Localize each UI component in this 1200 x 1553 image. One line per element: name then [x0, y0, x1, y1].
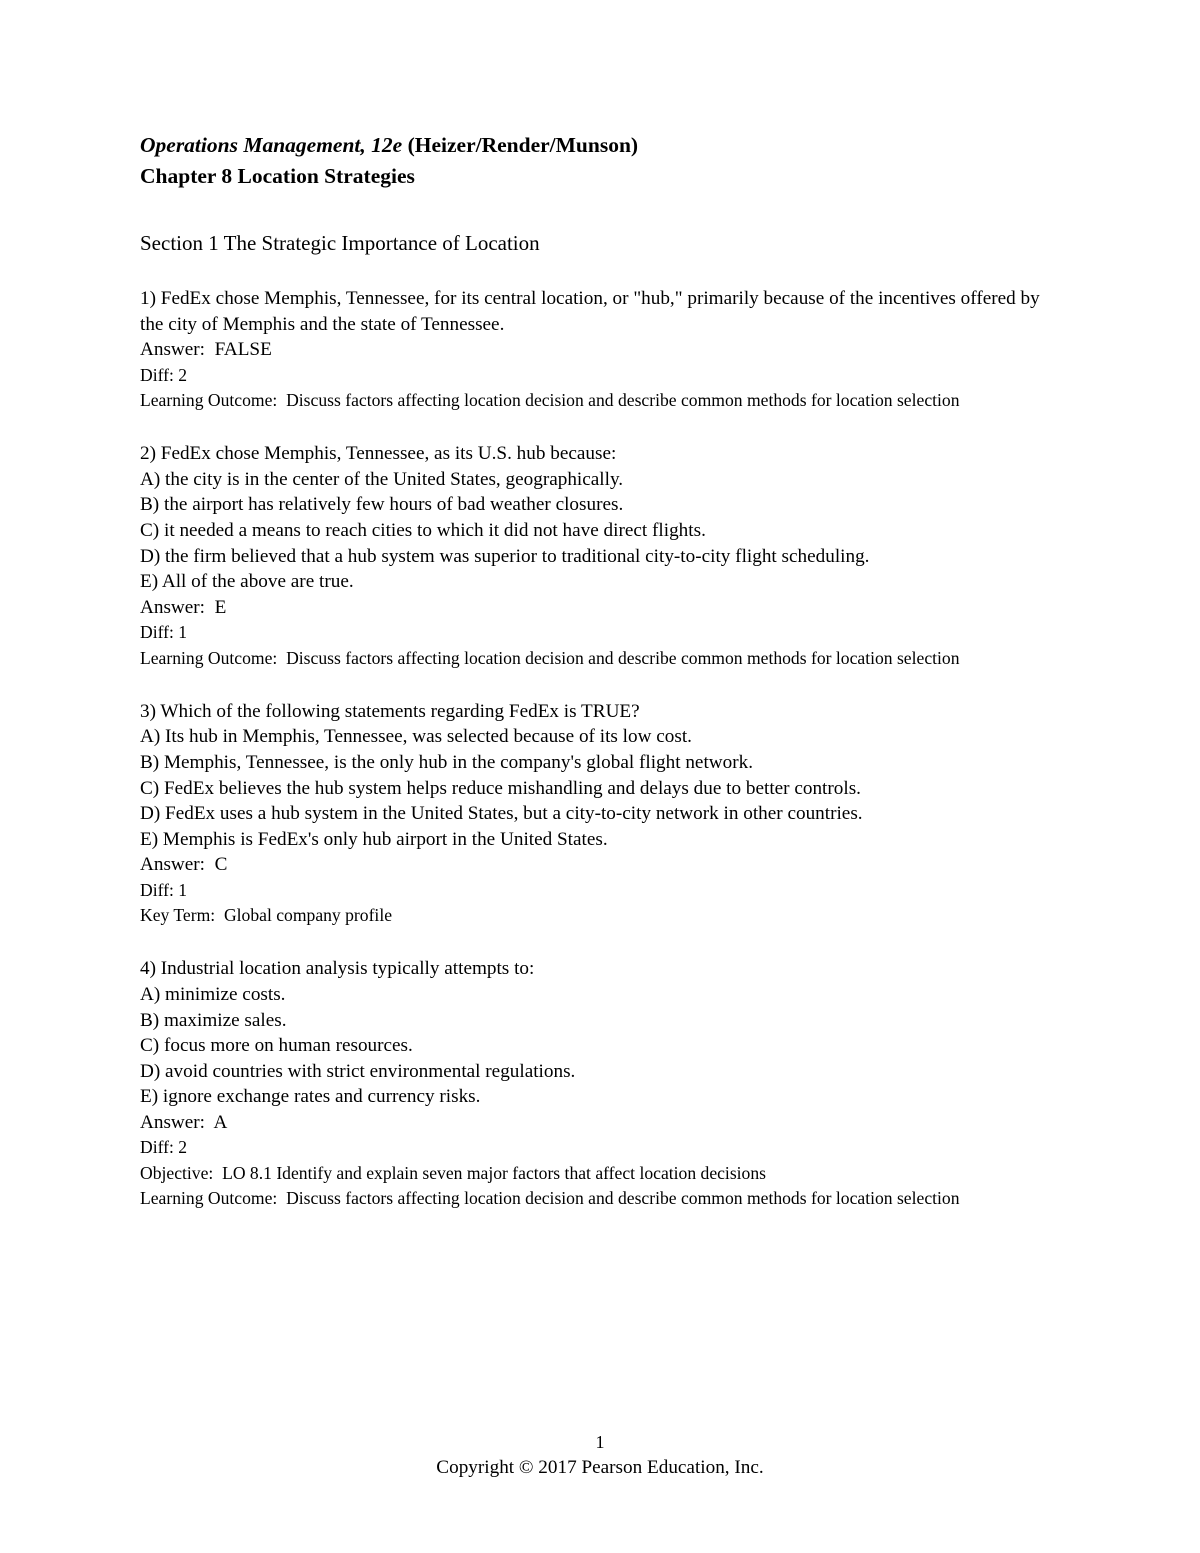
question-option: E) Memphis is FedEx's only hub airport in the United States.	[140, 828, 608, 850]
question-option: B) maximize sales.	[140, 1009, 287, 1031]
question-stem: 2) FedEx chose Memphis, Tennessee, as its U.S. hub because:	[140, 443, 617, 465]
question-option: E) All of the above are true.	[140, 571, 354, 593]
question-option: C) it needed a means to reach cities to which it did not have direct flights.	[140, 519, 706, 541]
question-diff: Diff: 1	[140, 879, 188, 900]
question-answer: Answer: A	[140, 1111, 228, 1133]
question-diff: Diff: 2	[140, 364, 188, 385]
question-block	[140, 956, 1060, 1211]
question-block	[140, 441, 1060, 671]
question-block	[140, 286, 1060, 413]
document-header	[140, 130, 1060, 192]
question-option: C) FedEx believes the hub system helps reduce mishandling and delays due to better controls.	[140, 777, 861, 799]
question-stem: 3) Which of the following statements regarding FedEx is TRUE?	[140, 700, 640, 722]
question-diff: Diff: 1	[140, 622, 188, 643]
question-option: D) FedEx uses a hub system in the United States, but a city-to-city network in other countries.	[140, 803, 863, 825]
book-authors: (Heizer/Render/Munson)	[402, 133, 639, 157]
book-title: Operations Management, 12e	[140, 133, 403, 157]
question-objective: Objective: LO 8.1 Identify and explain seven major factors that affect location decisions	[140, 1162, 766, 1183]
question-diff: Diff: 2	[140, 1137, 188, 1158]
question-option: A) Its hub in Memphis, Tennessee, was selected because of its low cost.	[140, 726, 692, 748]
question-learning-outcome: Learning Outcome: Discuss factors affecting location decision and describe common methods for location selection	[140, 647, 960, 668]
question-option: D) avoid countries with strict environmental regulations.	[140, 1060, 576, 1082]
question-learning-outcome: Learning Outcome: Discuss factors affecting location decision and describe common methods for location selection	[140, 1187, 960, 1208]
question-answer: Answer: E	[140, 596, 227, 618]
question-stem: 4) Industrial location analysis typically attempts to:	[140, 958, 535, 980]
question-key-term: Key Term: Global company profile	[140, 905, 393, 926]
question-option: A) minimize costs.	[140, 983, 286, 1005]
book-title-line	[140, 130, 1060, 161]
question-option: C) focus more on human resources.	[140, 1035, 413, 1057]
question-option: E) ignore exchange rates and currency risks.	[140, 1086, 481, 1108]
question-learning-outcome: Learning Outcome: Discuss factors affecting location decision and describe common methods for location selection	[140, 389, 960, 410]
question-option: B) the airport has relatively few hours of bad weather closures.	[140, 494, 624, 516]
question-option: A) the city is in the center of the United States, geographically.	[140, 468, 624, 490]
copyright-notice: Copyright © 2017 Pearson Education, Inc.	[436, 1457, 764, 1478]
page-footer	[0, 1430, 1200, 1481]
chapter-title: Chapter 8 Location Strategies	[140, 164, 415, 188]
question-stem: 1) FedEx chose Memphis, Tennessee, for its central location, or "hub," primarily because of the incentives offered by the city of Memphis and the state of Tennessee.	[140, 288, 1040, 335]
question-option: B) Memphis, Tennessee, is the only hub in the company's global flight network.	[140, 751, 754, 773]
page-number: 1	[595, 1432, 605, 1452]
question-answer: Answer: C	[140, 854, 228, 876]
question-answer: Answer: FALSE	[140, 339, 272, 361]
question-option: D) the firm believed that a hub system was superior to traditional city-to-city flight scheduling.	[140, 545, 870, 567]
question-block	[140, 699, 1060, 929]
section-heading: Section 1 The Strategic Importance of Location	[140, 231, 540, 255]
